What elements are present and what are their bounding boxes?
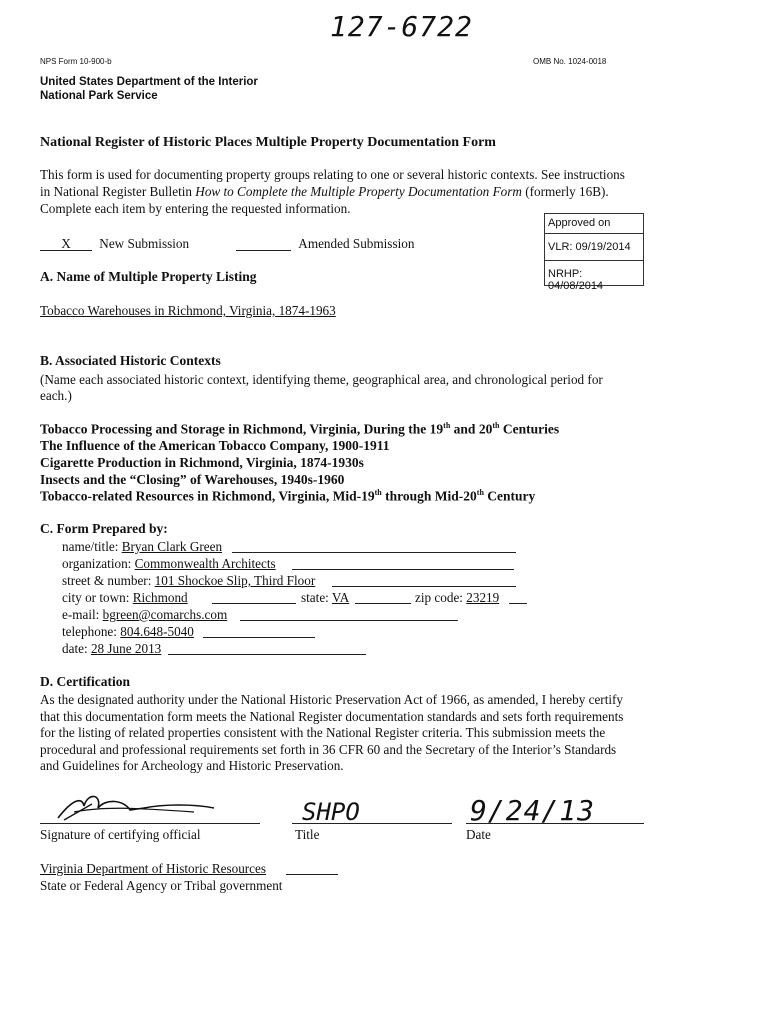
telephone-field[interactable]: [62, 623, 194, 640]
email-field[interactable]: [62, 606, 227, 623]
context-5: [40, 488, 535, 505]
stamp-approved: Approved on: [545, 214, 643, 234]
state-field[interactable]: [301, 589, 349, 606]
zip-field[interactable]: [415, 589, 499, 606]
context-1-post: Centuries: [499, 421, 560, 437]
section-b-instructions-2: each.): [40, 388, 72, 403]
telephone-underline: [203, 637, 315, 638]
department-name: United States Department of the Interior: [40, 76, 258, 88]
date-label: date:: [62, 641, 91, 656]
state-value: VA: [331, 590, 350, 605]
section-c-heading: C. Form Prepared by:: [40, 521, 168, 536]
name-title-value: Bryan Clark Green: [121, 539, 223, 554]
email-label: e-mail:: [62, 607, 103, 622]
zip-value: 23219: [466, 590, 500, 605]
new-submission-label: New Submission: [99, 236, 190, 251]
bulletin-title: How to Complete the Multiple Property Documentation Form: [195, 184, 522, 199]
context-1-sup-2: th: [492, 421, 500, 430]
section-a-value[interactable]: Tobacco Warehouses in Richmond, Virginia, 1874-1963: [40, 303, 336, 318]
amended-submission-checkbox[interactable]: [236, 235, 414, 252]
service-name: National Park Service: [40, 90, 158, 102]
city-value: Richmond: [132, 590, 188, 605]
zip-underline: [509, 603, 527, 604]
state-underline: [355, 603, 411, 604]
context-5-text: Tobacco-related Resources in Richmond, Virginia, Mid-19: [40, 488, 375, 504]
certification-line-1: As the designated authority under the National Historic Preservation Act of 1966, as amended, I hereby certify: [40, 692, 624, 707]
agency-name[interactable]: Virginia Department of Historic Resources: [40, 861, 267, 876]
intro-line-3: Complete each item by entering the requested information.: [40, 201, 351, 216]
section-d-heading: D. Certification: [40, 674, 130, 689]
city-field[interactable]: [62, 589, 188, 606]
name-title-label: name/title:: [62, 539, 122, 554]
amended-submission-blank: [236, 237, 291, 251]
handwritten-signature: [44, 786, 224, 826]
organization-underline: [292, 569, 514, 570]
context-1-sup-1: th: [443, 421, 451, 430]
stamp-nrhp: NRHP: 04/08/2014: [548, 268, 604, 292]
signature-label: Signature of certifying official: [40, 827, 201, 842]
context-4: Insects and the “Closing” of Warehouses, 1940s-1960: [40, 472, 345, 487]
date-handwritten: 9/24/13: [470, 794, 596, 827]
context-1-mid: and 20: [450, 421, 493, 437]
context-1: [40, 421, 559, 438]
email-underline: [240, 620, 458, 621]
organization-value: Commonwealth Architects: [134, 556, 276, 571]
context-2: The Influence of the American Tobacco Company, 1900-1911: [40, 438, 390, 453]
handwritten-file-number: 127-6722: [330, 10, 473, 43]
section-a-heading: A. Name of Multiple Property Listing: [40, 269, 257, 284]
date-value: 28 June 2013: [90, 641, 162, 656]
city-label: city or town:: [62, 590, 133, 605]
certification-line-4: procedural and professional requirements set forth in 36 CFR 60 and the Secretary of the Interior’s Standards: [40, 742, 617, 757]
context-3: Cigarette Production in Richmond, Virginia, 1874-1930s: [40, 455, 364, 470]
certification-line-5: and Guidelines for Archeology and Historic Preservation.: [40, 758, 344, 773]
approval-stamp: [544, 213, 644, 292]
name-title-field[interactable]: [62, 538, 222, 555]
name-title-underline: [232, 552, 516, 553]
intro-line-2: [40, 183, 609, 200]
context-5-sup-1: th: [374, 488, 382, 497]
intro-line-1: This form is used for documenting property groups relating to one or several historic contexts. See instructions: [40, 167, 625, 182]
date-label-cert: Date: [466, 827, 491, 842]
context-1-text: Tobacco Processing and Storage in Richmond, Virginia, During the 19: [40, 421, 444, 437]
email-value: bgreen@comarchs.com: [102, 607, 228, 622]
new-submission-mark: X: [40, 237, 92, 251]
form-number: NPS Form 10-900-b: [40, 57, 112, 66]
new-submission-checkbox[interactable]: [40, 235, 189, 252]
amended-submission-label: Amended Submission: [298, 236, 415, 251]
intro-line-2-post: (formerly 16B).: [521, 184, 609, 199]
date-field[interactable]: [62, 640, 161, 657]
form-title: National Register of Historic Places Multiple Property Documentation Form: [40, 135, 496, 150]
street-value: 101 Shockoe Slip, Third Floor: [154, 573, 316, 588]
organization-label: organization:: [62, 556, 135, 571]
section-b-heading: B. Associated Historic Contexts: [40, 353, 221, 368]
state-label: state:: [301, 590, 332, 605]
zip-label: zip code:: [415, 590, 467, 605]
agency-label: State or Federal Agency or Tribal government: [40, 878, 283, 893]
signature-line: [40, 823, 260, 824]
date-underline: [168, 654, 366, 655]
stamp-vlr: VLR: 09/19/2014: [545, 234, 643, 261]
title-label: Title: [295, 827, 320, 842]
telephone-label: telephone:: [62, 624, 121, 639]
street-underline: [332, 586, 516, 587]
certification-line-3: for the listing of related properties consistent with the National Register criteria. This submission meets the: [40, 725, 606, 740]
title-handwritten: SHPO: [302, 798, 360, 826]
certification-line-2: that this documentation form meets the National Register documentation standards and sets forth requirements: [40, 709, 624, 724]
city-underline: [212, 603, 296, 604]
context-5-post: Century: [483, 488, 536, 504]
street-label: street & number:: [62, 573, 155, 588]
section-b-instructions-1: (Name each associated historic context, identifying theme, geographical area, and chronological period for: [40, 372, 603, 387]
context-5-mid: through Mid-20: [381, 488, 477, 504]
omb-number: OMB No. 1024-0018: [533, 57, 607, 66]
agency-underline: [286, 874, 338, 875]
organization-field[interactable]: [62, 555, 276, 572]
intro-line-2-pre: in National Register Bulletin: [40, 184, 196, 199]
context-5-sup-2: th: [476, 488, 484, 497]
telephone-value: 804.648-5040: [120, 624, 194, 639]
street-field[interactable]: [62, 572, 315, 589]
